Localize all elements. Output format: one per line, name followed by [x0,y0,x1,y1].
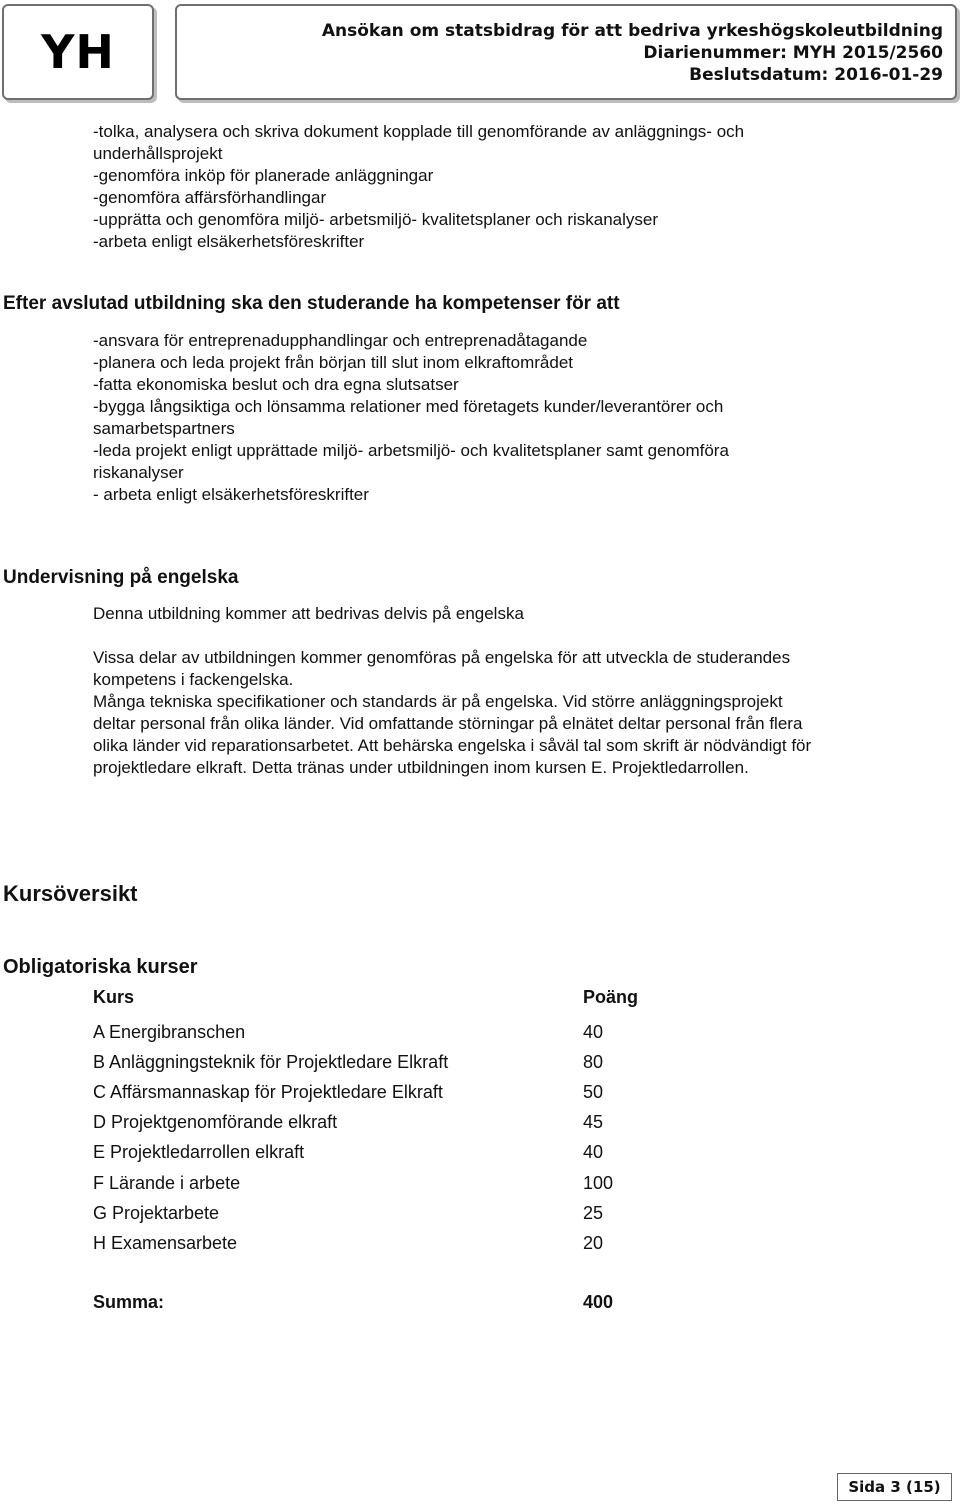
paragraph-line: olika länder vid reparationsarbetet. Att behärska engelska i såväl tal som skrift är nödvändigt för [93,736,812,755]
list-item: underhållsprojekt [93,144,223,163]
list-item: -fatta ekonomiska beslut och dra egna slutsatser [93,375,459,394]
english-intro [93,603,524,625]
list-item: -bygga långsiktiga och lönsamma relationer med företagets kunder/leverantörer och [93,397,724,416]
course-name: B Anläggningsteknik för Projektledare Elkraft [93,1052,449,1072]
list-item: -genomföra affärsförhandlingar [93,188,327,207]
english-paragraph [93,647,811,779]
skills-list [93,121,744,253]
course-points: 80 [583,1052,604,1072]
course-name: G Projektarbete [93,1203,220,1223]
course-points: 45 [583,1112,604,1132]
course-name: A Energibranschen [93,1022,246,1042]
mandatory-courses-heading: Obligatoriska kurser [3,956,198,978]
list-item: -genomföra inköp för planerade anläggningar [93,166,434,185]
course-name: F Lärande i arbete [93,1173,241,1193]
column-header-course: Kurs [93,987,135,1007]
english-heading: Undervisning på engelska [3,567,239,588]
decision-date: Beslutsdatum: 2016-01-29 [689,65,943,85]
page-number: Sida 3 (15) [837,1473,952,1501]
course-points: 50 [583,1082,604,1102]
sum-value: 400 [583,1292,614,1312]
paragraph-line: Vissa delar av utbildningen kommer genomföras på engelska för att utveckla de studerandes [93,648,791,667]
paragraph-line: kompetens i fackengelska. [93,670,294,689]
paragraph-line: Många tekniska specifikationer och standards är på engelska. Vid större anläggningsprojekt [93,692,783,711]
list-item: riskanalyser [93,463,184,482]
competence-heading: Efter avslutad utbildning ska den studerande ha kompetenser för att [3,293,620,314]
course-name: D Projektgenomförande elkraft [93,1112,338,1132]
list-item: -leda projekt enligt upprättade miljö- arbetsmiljö- och kvalitetsplaner samt genomföra [93,441,729,460]
list-item: -upprätta och genomföra miljö- arbetsmiljö- kvalitetsplaner och riskanalyser [93,210,659,229]
list-item: - arbeta enligt elsäkerhetsföreskrifter [93,485,369,504]
list-item: samarbetspartners [93,419,235,438]
course-points: 40 [583,1022,604,1042]
course-name: E Projektledarrollen elkraft [93,1142,305,1162]
list-item: -arbeta enligt elsäkerhetsföreskrifter [93,232,365,251]
course-name: C Affärsmannaskap för Projektledare Elkraft [93,1082,443,1102]
paragraph-line: projektledare elkraft. Detta tränas under utbildningen inom kursen E. Projektledarrollen. [93,758,749,777]
course-points: 40 [583,1142,604,1162]
logo [2,4,154,100]
document-title: Ansökan om statsbidrag för att bedriva yrkeshögskoleutbildning [321,21,943,41]
document-header [175,4,957,100]
course-points: 20 [583,1233,604,1253]
course-points: 100 [583,1173,614,1193]
diary-number: Diarienummer: MYH 2015/2560 [643,43,943,63]
competence-list [93,330,729,506]
paragraph-line: Denna utbildning kommer att bedrivas delvis på engelska [93,604,524,623]
column-header-points: Poäng [583,987,639,1007]
list-item: -ansvara för entreprenadupphandlingar och entreprenadåtagande [93,331,588,350]
course-name: H Examensarbete [93,1233,238,1253]
paragraph-line: deltar personal från olika länder. Vid omfattande störningar på elnätet deltar personal från flera [93,714,803,733]
list-item: -tolka, analysera och skriva dokument kopplade till genomförande av anläggnings- och [93,122,745,141]
overview-heading: Kursöversikt [3,881,138,906]
list-item: -planera och leda projekt från början till slut inom elkraftområdet [93,353,574,372]
sum-label: Summa: [93,1292,165,1312]
logo-text: YH [41,25,115,79]
course-points: 25 [583,1203,604,1223]
